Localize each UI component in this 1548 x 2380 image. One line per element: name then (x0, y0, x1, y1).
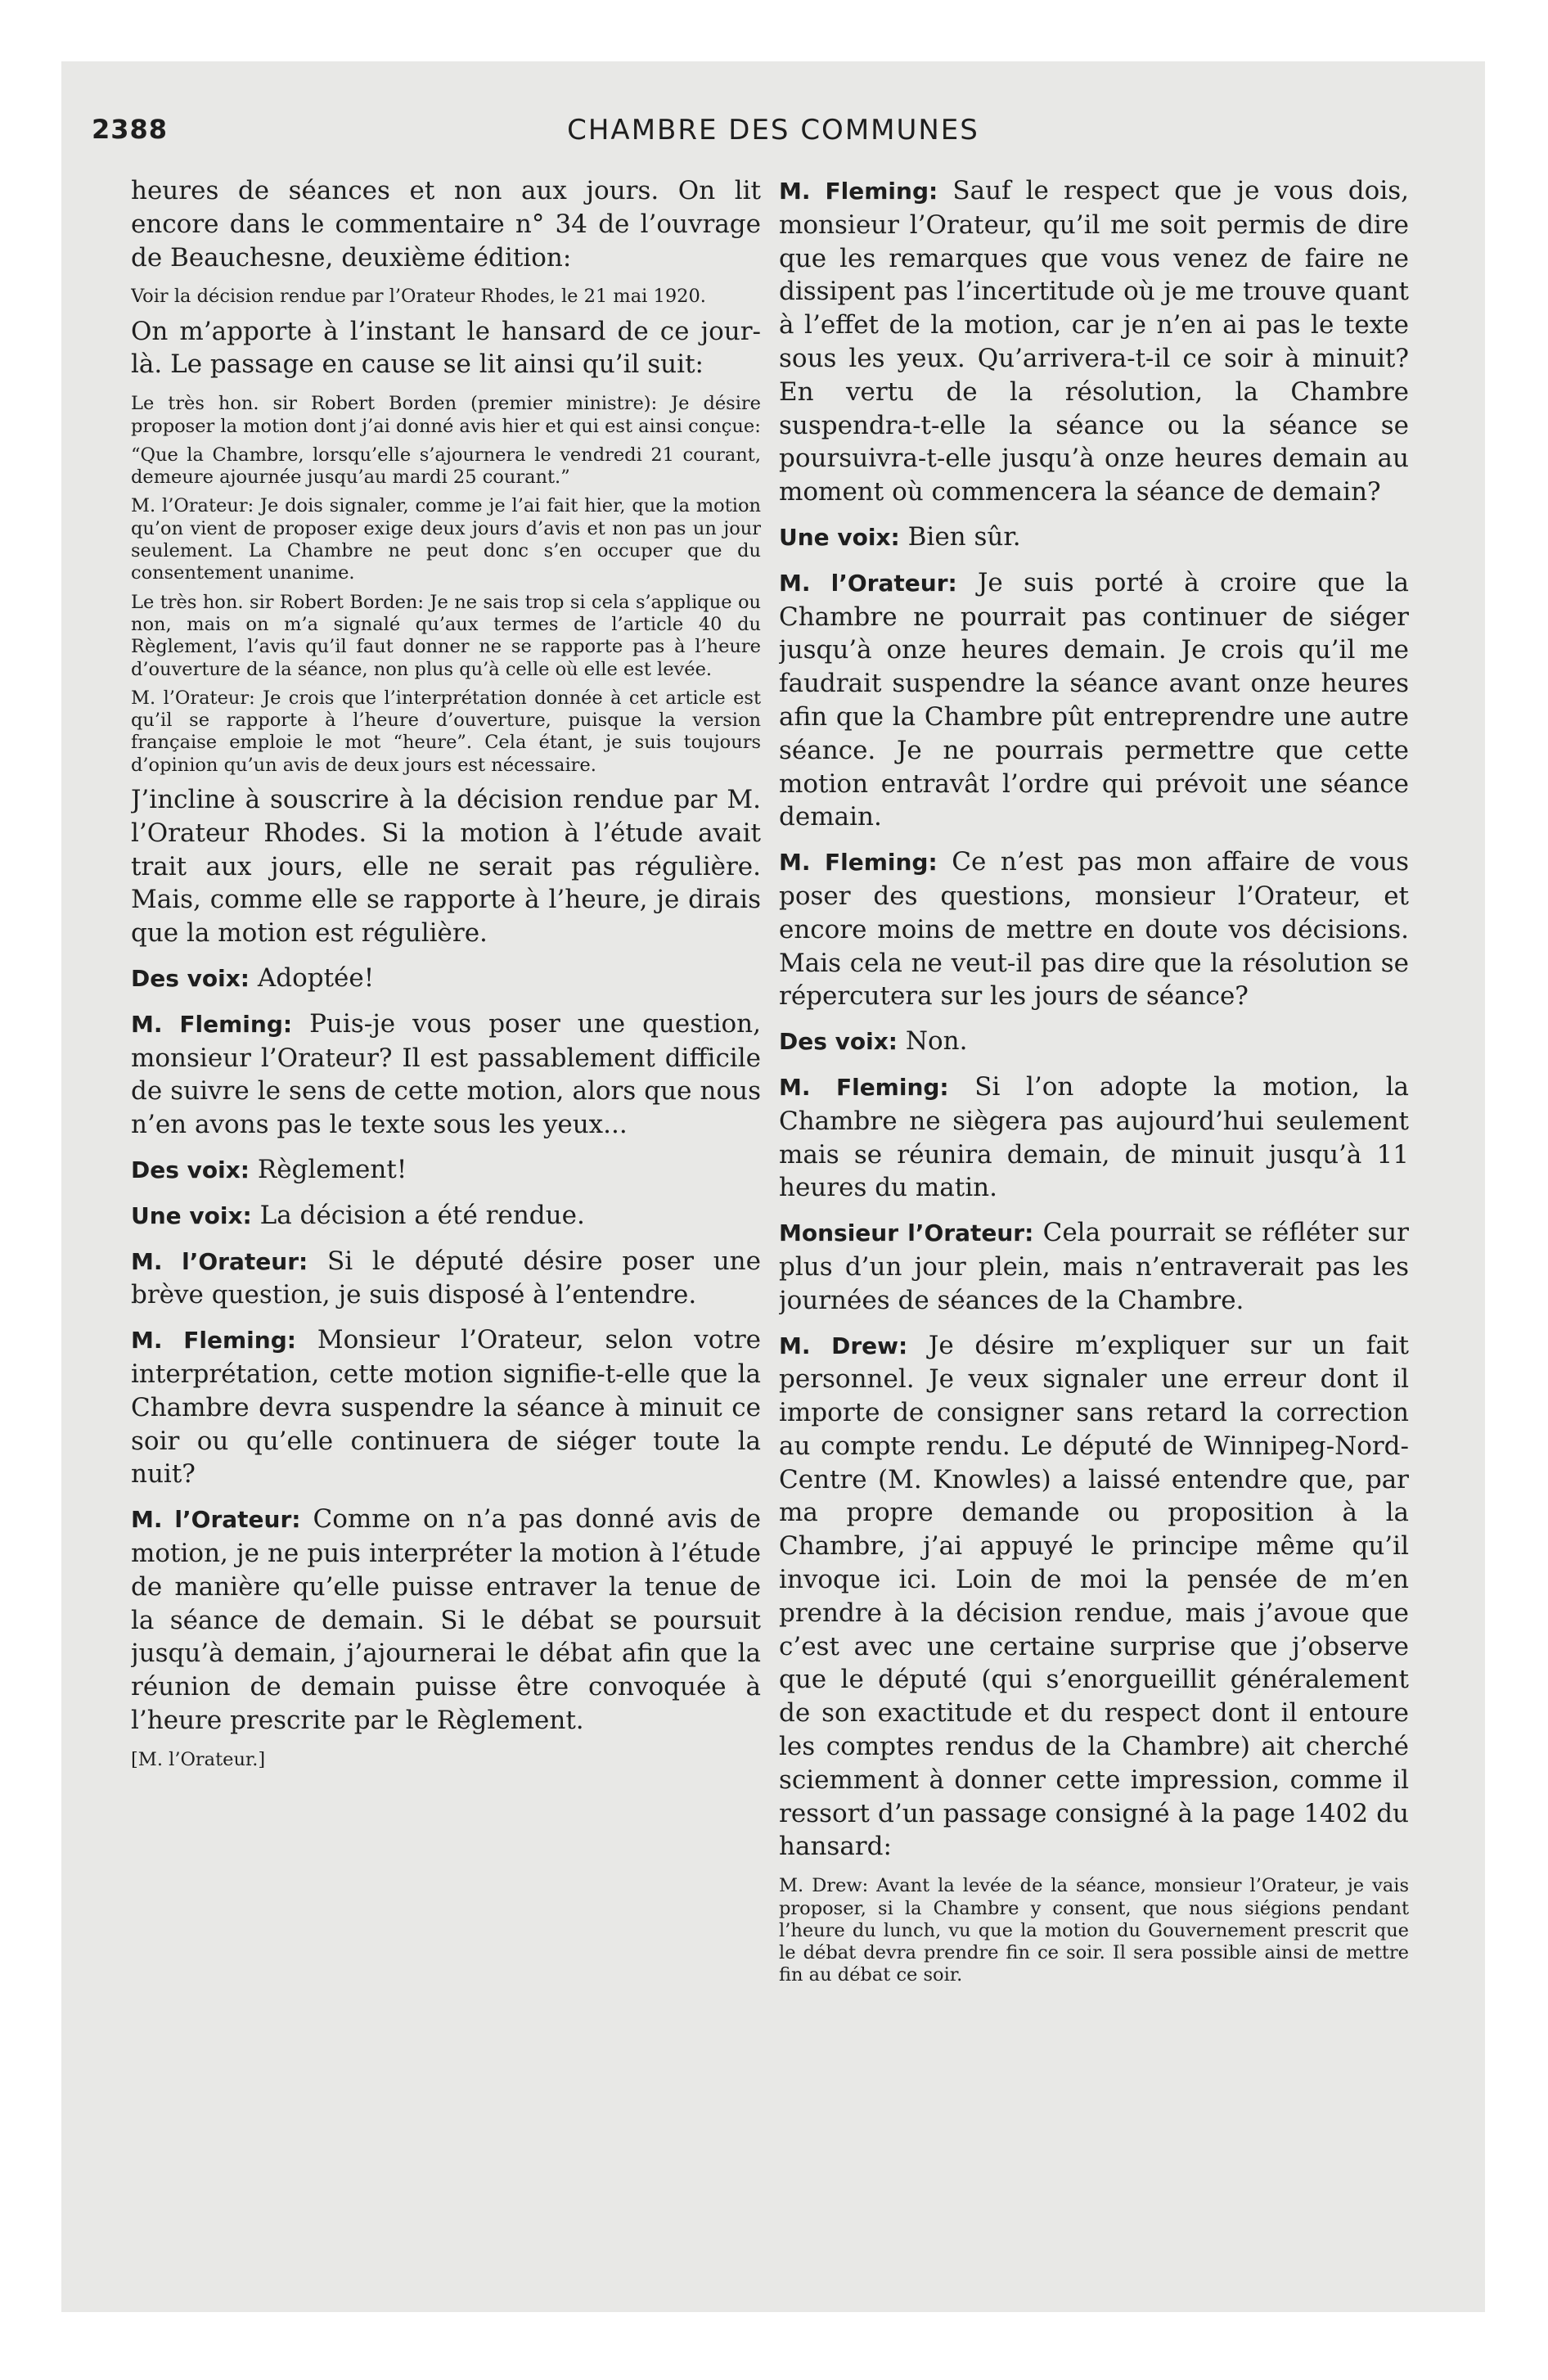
speaker-name: M. Fleming: (131, 1010, 293, 1038)
scanned-page (61, 61, 1485, 2312)
paragraph-text: Comme on n’a pas donné avis de motion, je ne puis interpréter la motion à l’étude de manière qu’elle puisse entraver la tenue de la séance de demain. Si le débat se poursuit jusqu’à demain, j’ajournerai le débat afin que la réunion de demain puisse être convoquée à l’heure prescrite par le Règlement. (131, 1504, 761, 1735)
paragraph-text: Adoptée! (257, 963, 375, 994)
paragraph-text: “Que la Chambre, lorsqu’elle s’ajournera le vendredi 21 courant, demeure ajournée jusqu’au mardi 25 courant.” (131, 444, 761, 489)
paragraph-text: Monsieur l’Orateur, selon votre interprétation, cette motion signifie-t-elle que la Chambre devra suspendre la séance à minuit ce soir ou qu’elle continuera de siéger toute la nuit? (131, 1325, 761, 1490)
speaker-paragraph (131, 1503, 761, 1738)
quoted-passage (131, 687, 761, 777)
paragraph-text: [M. l’Orateur.] (131, 1748, 266, 1770)
quoted-passage (779, 1875, 1409, 1986)
paragraph-text: Puis-je vous poser une question, monsieur l’Orateur? Il est passablement difficile de suivre le sens de cette motion, alors que nous n’en avons pas le texte sous les yeux... (131, 1008, 761, 1140)
speaker-name: Des voix: (131, 1156, 250, 1183)
speaker-name: M. Fleming: (779, 849, 938, 877)
speaker-paragraph (131, 1153, 761, 1188)
quoted-passage (131, 393, 761, 438)
paragraph-text: On m’apporte à l’instant le hansard de ce jour-là. Le passage en cause se lit ainsi qu’il suit: (131, 316, 761, 380)
paragraph-text: La décision a été rendue. (259, 1200, 585, 1230)
paragraph-text: Sauf le respect que je vous dois, monsieur l’Orateur, qu’il me soit permis de dire que les remarques que vous venez de faire ne dissipent pas l’incertitude où je me trouve quant à l’effet de la motion, car je n’en ai pas le texte sous les yeux. Qu’arrivera-t-il ce soir à minuit? En vertu de la résolution, la Chambre suspendra-t-elle la séance ou la séance se poursuivra-t-elle jusqu’à onze heures demain au moment où commencera la séance de demain? (779, 176, 1409, 507)
paragraph-text: Bien sûr. (907, 521, 1021, 552)
paragraph-text: J’incline à souscrire à la décision rendue par M. l’Orateur Rhodes. Si la motion à l’étude avait trait aux jours, elle ne serait pas régulière. Mais, comme elle se rapporte à l’heure, je dirais que la motion est régulière. (131, 785, 761, 949)
speaker-name: Une voix: (131, 1201, 252, 1229)
page-number: 2388 (92, 114, 169, 145)
paragraph-text: Si le député désire poser une brève question, je suis disposé à l’entendre. (131, 1246, 761, 1310)
speaker-paragraph (131, 1323, 761, 1491)
speaker-name: Des voix: (131, 965, 250, 993)
paragraph (131, 783, 761, 950)
speaker-name: Une voix: (779, 523, 900, 551)
paragraph-text: M. l’Orateur: Je dois signaler, comme je l’ai fait hier, que la motion qu’on vient de proposer exige deux jours d’avis et non pas un jour seulement. La Chambre ne peut donc s’en occuper que du consentement unanime. (131, 495, 761, 584)
paragraph-text: Je suis porté à croire que la Chambre ne pourrait pas continuer de siéger jusqu’à onze heures demain. Je crois qu’il me faudrait suspendre la séance avant onze heures afin que la Chambre pût entreprendre une autre séance. Je ne pourrais permettre que cette motion entravât l’ordre qui prévoit une séance demain. (779, 567, 1409, 832)
speaker-name: M. Fleming: (779, 1073, 949, 1101)
speaker-paragraph (131, 1199, 761, 1233)
speaker-name: M. l’Orateur: (131, 1247, 308, 1275)
speaker-paragraph (131, 1007, 761, 1142)
speaker-name: M. Fleming: (131, 1327, 296, 1355)
speaker-name: M. Drew: (779, 1332, 908, 1359)
speaker-paragraph (131, 1245, 761, 1313)
paragraph-text: Le très hon. sir Robert Borden (premier ministre): Je désire proposer la motion dont j’ai donné avis hier et qui est ainsi conçue: (131, 393, 761, 437)
paragraph-text: Voir la décision rendue par l’Orateur Rhodes, le 21 mai 1920. (131, 286, 706, 308)
paragraph (131, 174, 761, 274)
paragraph-text: Ce n’est pas mon affaire de vous poser des questions, monsieur l’Orateur, et encore moins de mettre en doute vos décisions. Mais cela ne veut-il pas dire que la résolution se répercutera sur les jours de séance? (779, 847, 1409, 1012)
paragraph-text: Règlement! (257, 1155, 407, 1184)
running-title: CHAMBRE DES COMMUNES (567, 114, 979, 146)
speaker-paragraph (779, 521, 1409, 555)
speaker-paragraph (779, 1329, 1409, 1864)
speaker-name: Des voix: (779, 1028, 898, 1056)
quoted-passage (131, 444, 761, 489)
speaker-paragraph (779, 566, 1409, 834)
speaker-footer (131, 1749, 761, 1771)
speaker-name: Monsieur l’Orateur: (779, 1219, 1034, 1247)
speaker-name: M. Fleming: (779, 178, 938, 205)
paragraph-text: Le très hon. sir Robert Borden: Je ne sais trop si cela s’applique ou non, mais on m’a signalé qu’aux termes de l’article 40 du Règlement, l’avis qu’il faut donner ne se rapporte pas à l’heure d’ouverture de la séance, non plus qu’à celle où elle est levée. (131, 591, 761, 680)
left-column (131, 174, 761, 2253)
speaker-paragraph (779, 1216, 1409, 1317)
page-header (61, 114, 1485, 156)
speaker-paragraph (779, 1025, 1409, 1059)
speaker-paragraph (779, 845, 1409, 1013)
paragraph-text: M. l’Orateur: Je crois que l’interprétation donnée à cet article est qu’il se rapporte à l’heure d’ouverture, puisque la version française emploie le mot “heure”. Cela étant, je suis toujours d’opinion qu’un avis de deux jours est nécessaire. (131, 687, 761, 776)
paragraph-text: M. Drew: Avant la levée de la séance, monsieur l’Orateur, je vais proposer, si la Chambre y consent, que nous siégions pendant l’heure du lunch, vu que la motion du Gouvernement prescrit que le débat devra prendre fin ce soir. Il sera possible ainsi de mettre fin au débat ce soir. (779, 1875, 1409, 1986)
paragraph-text: heures de séances et non aux jours. On lit encore dans le commentaire n° 34 de l’ouvrage de Beauchesne, deuxième édition: (131, 176, 761, 273)
speaker-name: M. l’Orateur: (131, 1506, 301, 1534)
speaker-paragraph (131, 962, 761, 996)
paragraph-text: Cela pourrait se réfléter sur plus d’un jour plein, mais n’entraverait pas les journées de séances de la Chambre. (779, 1218, 1409, 1315)
paragraph-text: Je désire m’expliquer sur un fait personnel. Je veux signaler une erreur dont il importe de consigner sans retard la correction au compte rendu. Le député de Winnipeg-Nord-Centre (M. Knowles) a laissé entendre que, par ma propre demande ou proposition à la Chambre, j’ai appuyé le principe même qu’il invoque ici. Loin de moi la pensée de m’en prendre à la décision rendue, mais j’avoue que c’est avec une certaine surprise que j’observe que le député (qui s’enorgueillit généralement de son exactitude et du respect dont il entoure les comptes rendus de la Chambre) ait cherché sciemment à donner cette impression, comme il ressort d’un passage consigné à la page 1402 du hansard: (779, 1330, 1409, 1862)
quoted-passage (131, 286, 761, 308)
paragraph (131, 315, 761, 382)
paragraph-text: Non. (905, 1026, 968, 1057)
speaker-paragraph (779, 1071, 1409, 1205)
paragraph-text: Si l’on adopte la motion, la Chambre ne siègera pas aujourd’hui seulement mais se réunira demain, de minuit jusqu’à 11 heures du matin. (779, 1071, 1409, 1203)
quoted-passage (131, 592, 761, 681)
right-column (779, 174, 1409, 2253)
quoted-passage (131, 495, 761, 584)
speaker-paragraph (779, 174, 1409, 509)
speaker-name: M. l’Orateur: (779, 569, 957, 597)
